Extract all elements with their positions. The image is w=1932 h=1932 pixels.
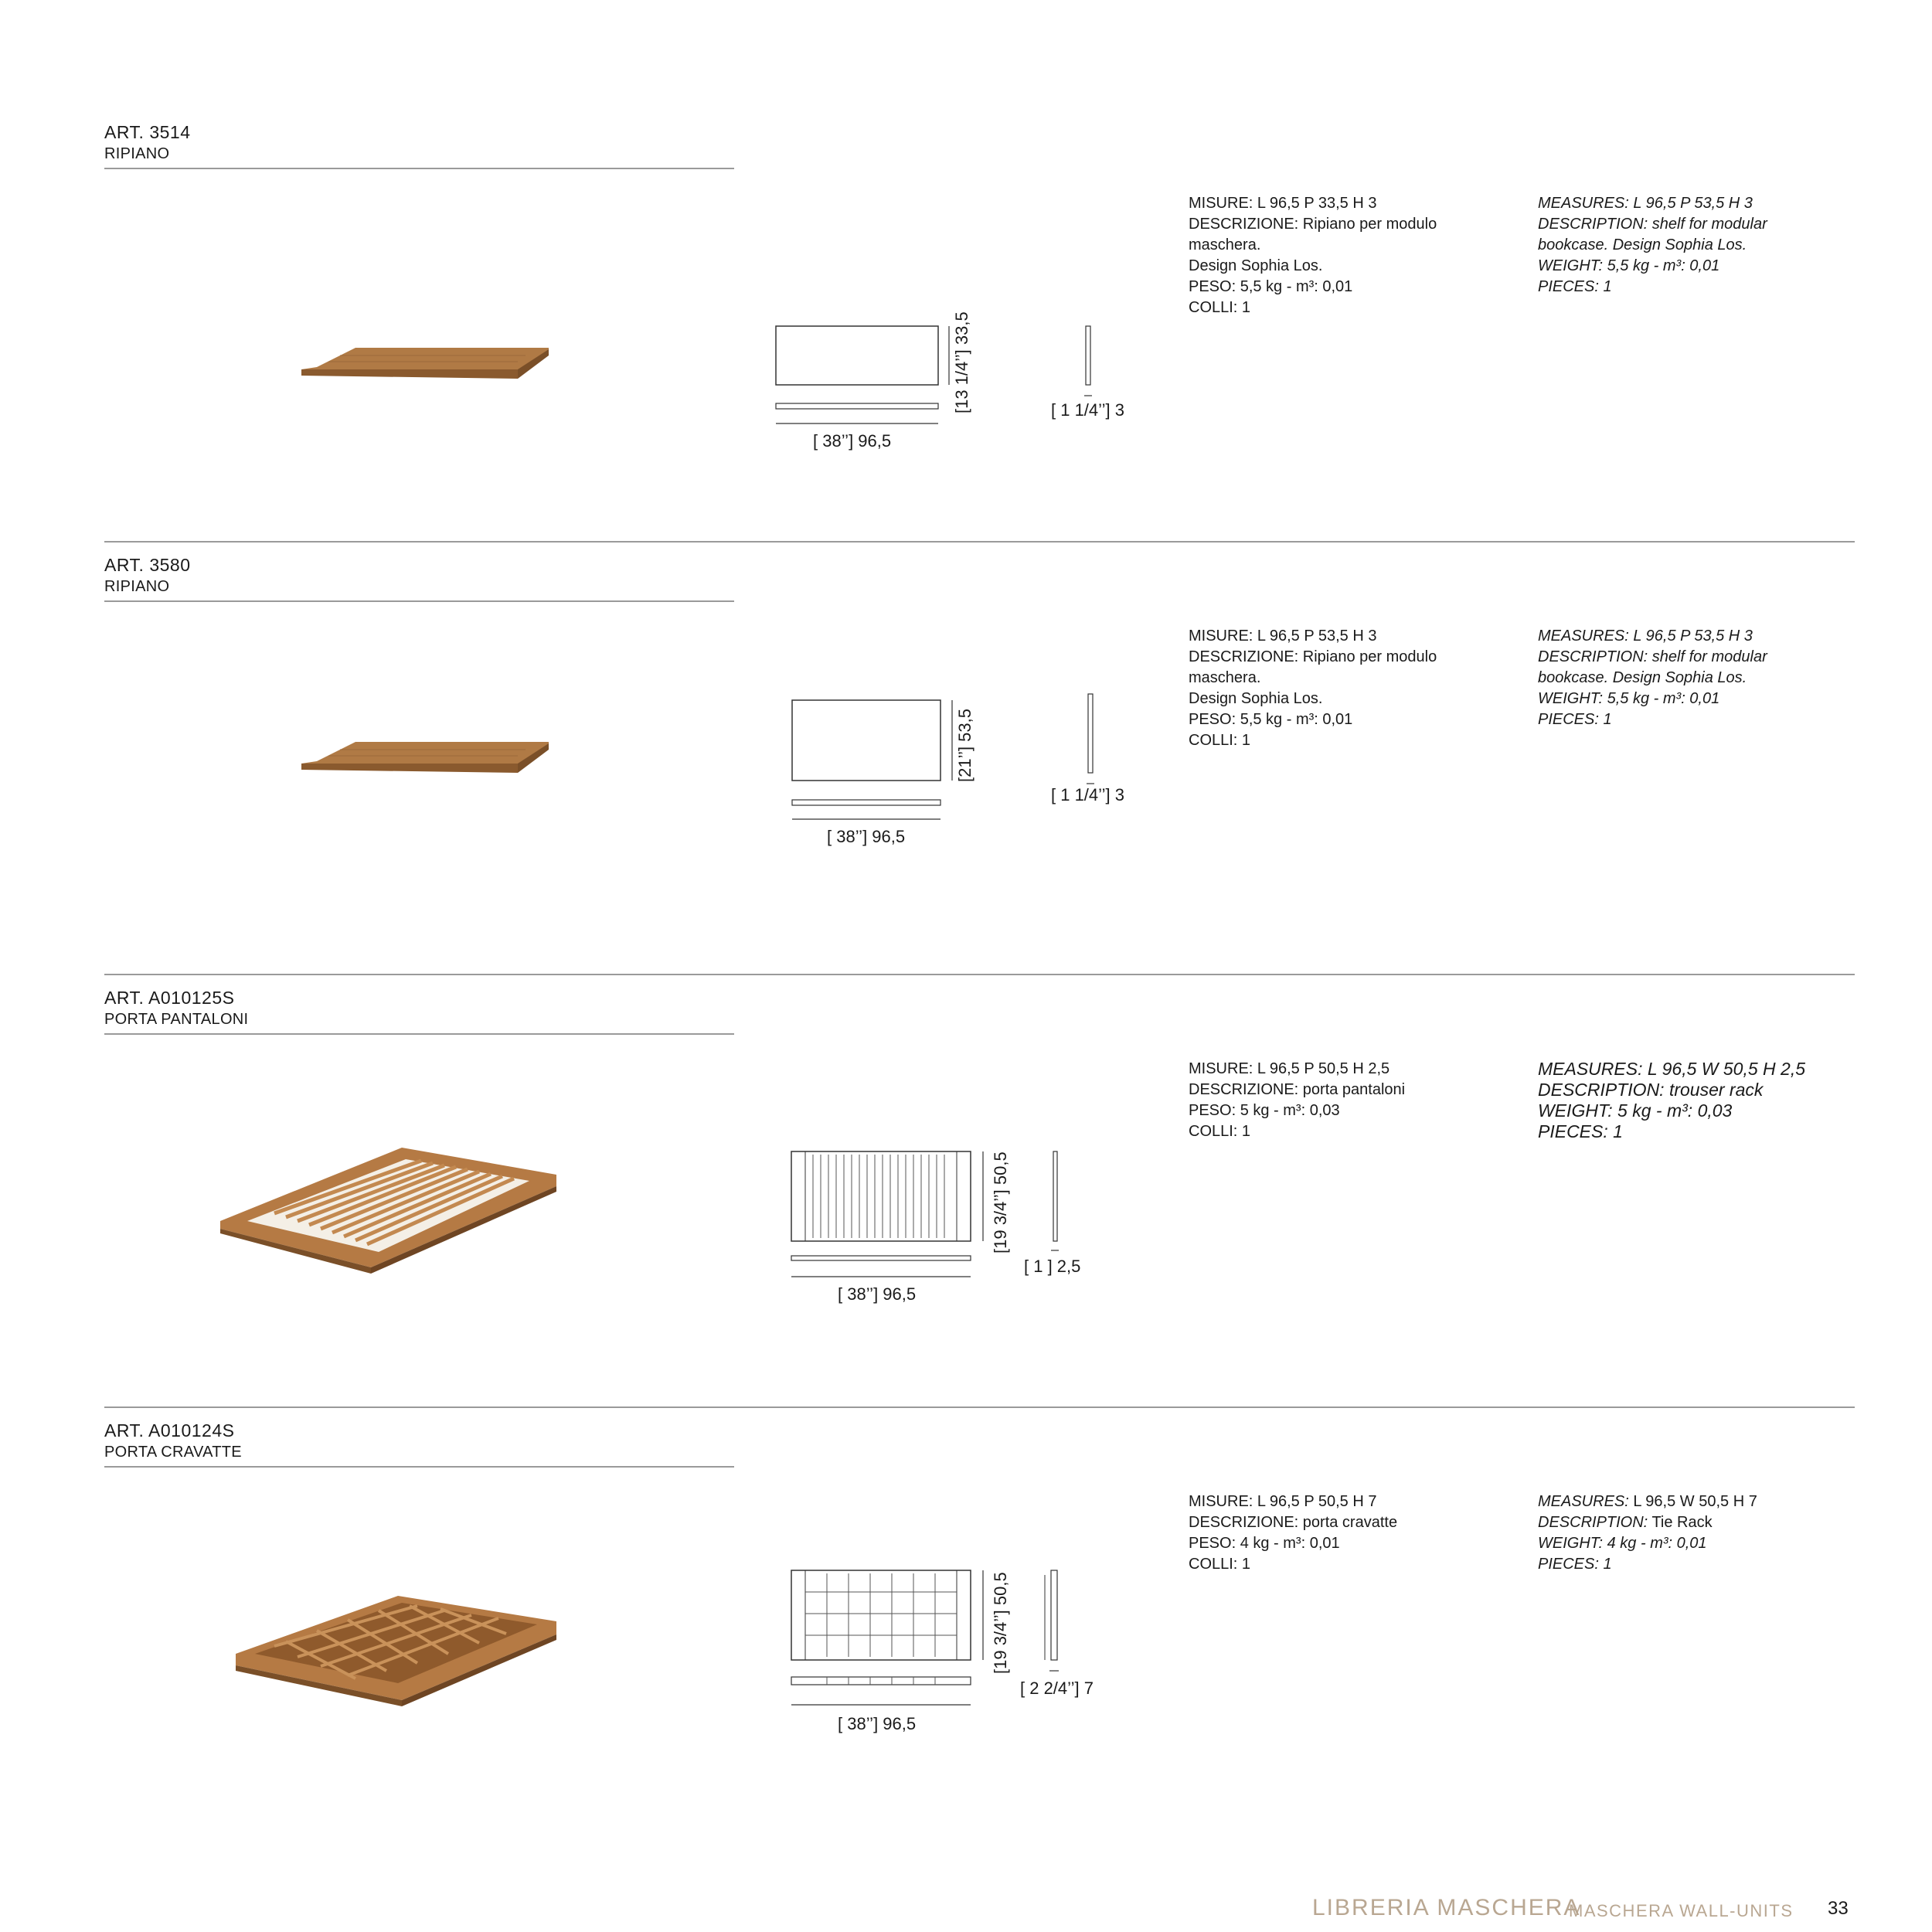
side-view [1088, 694, 1093, 773]
spec-value: Tie Rack [1648, 1514, 1713, 1531]
spec-value: L 96,5 W 50,5 H 7 [1628, 1493, 1757, 1510]
spec-line: COLLI: 1 [1189, 1123, 1251, 1140]
section-divider [104, 1406, 1855, 1408]
spec-line: maschera. [1189, 669, 1261, 686]
shelf-photo [294, 734, 556, 796]
depth-dimension: [21’’] 53,5 [955, 708, 975, 782]
spec-label: DESCRIPTION: [1538, 1514, 1648, 1531]
page-number: 33 [1828, 1898, 1849, 1919]
title-rule [104, 1466, 734, 1468]
spec-line: MEASURES: L 96,5 W 50,5 H 2,5 [1538, 1059, 1806, 1079]
spec-line: MISURE: L 96,5 P 33,5 H 3 [1189, 195, 1377, 212]
italian-specs [1189, 193, 1498, 318]
article-number: ART. A010124S [104, 1420, 235, 1440]
article-number: ART. 3514 [104, 122, 191, 142]
spec-line: MISURE: L 96,5 P 53,5 H 3 [1189, 628, 1377, 645]
product-section-3580 [0, 541, 1932, 974]
spec-line: DESCRIZIONE: porta cravatte [1189, 1514, 1398, 1531]
spec-line: DESCRIZIONE: Ripiano per modulo [1189, 216, 1437, 233]
trouser-rack-photo [216, 1144, 564, 1275]
product-section-a010125s [0, 974, 1932, 1406]
spec-line: PESO: 5,5 kg - m³: 0,01 [1189, 711, 1353, 728]
width-dimension: [ 38’’] 96,5 [813, 431, 892, 451]
depth-dimension: [19 3/4’’] 50,5 [991, 1151, 1010, 1253]
product-section-3514 [0, 108, 1932, 541]
side-view [1053, 1151, 1057, 1241]
spec-line: MEASURES: L 96,5 P 53,5 H 3 [1538, 195, 1753, 212]
spec-line: bookcase. Design Sophia Los. [1538, 236, 1747, 253]
title-rule [104, 1033, 734, 1035]
front-view [791, 1256, 971, 1260]
title-rule [104, 168, 734, 169]
height-dimension: [ 1 1/4’’] 3 [1051, 785, 1124, 804]
spec-line: PIECES: 1 [1538, 1121, 1623, 1141]
article-number: ART. 3580 [104, 555, 191, 575]
product-name: PORTA CRAVATTE [104, 1444, 242, 1461]
spec-line: MISURE: L 96,5 P 50,5 H 2,5 [1189, 1060, 1390, 1077]
english-specs [1538, 626, 1847, 730]
spec-line: DESCRIZIONE: porta pantaloni [1189, 1081, 1406, 1098]
spec-line: maschera. [1189, 236, 1261, 253]
spec-line: DESCRIPTION: trouser rack [1538, 1080, 1764, 1100]
spec-line: WEIGHT: 4 kg - m³: 0,01 [1538, 1535, 1707, 1552]
spec-line: PESO: 5 kg - m³: 0,03 [1189, 1102, 1340, 1119]
height-dimension: [ 2 2/4’’] 7 [1020, 1679, 1094, 1698]
english-specs [1538, 1492, 1847, 1575]
section-divider [104, 974, 1855, 975]
spec-line: DESCRIPTION: shelf for modular [1538, 648, 1767, 665]
spec-line: DESCRIPTION: shelf for modular [1538, 216, 1767, 233]
italian-specs [1189, 626, 1498, 751]
technical-drawing [781, 1136, 1144, 1321]
spec-label: MEASURES: [1538, 1493, 1629, 1510]
product-name: PORTA PANTALONI [104, 1011, 249, 1028]
italian-specs [1189, 1059, 1498, 1142]
spec-line [1538, 1512, 1847, 1533]
height-dimension: [ 1 1/4’’] 3 [1051, 400, 1124, 420]
spec-line: PESO: 5,5 kg - m³: 0,01 [1189, 278, 1353, 295]
title-rule [104, 600, 734, 602]
spec-line: PIECES: 1 [1538, 711, 1612, 728]
top-view [776, 326, 938, 385]
front-view [792, 800, 940, 805]
width-dimension: [ 38’’] 96,5 [838, 1714, 917, 1733]
depth-dimension: [19 3/4’’] 50,5 [991, 1572, 1010, 1674]
technical-drawing [781, 680, 1159, 866]
italian-specs [1189, 1492, 1498, 1575]
spec-line: COLLI: 1 [1189, 299, 1251, 316]
product-name: RIPIANO [104, 578, 170, 595]
spec-line: Design Sophia Los. [1189, 257, 1323, 274]
width-dimension: [ 38’’] 96,5 [827, 827, 906, 846]
depth-dimension: [13 1/4’’] 33,5 [952, 311, 971, 413]
english-specs [1538, 193, 1847, 298]
top-view [791, 1151, 971, 1241]
spec-line [1538, 1492, 1847, 1512]
spec-line: Design Sophia Los. [1189, 690, 1323, 707]
section-divider [104, 541, 1855, 543]
side-view [1051, 1570, 1057, 1660]
spec-line: PESO: 4 kg - m³: 0,01 [1189, 1535, 1340, 1552]
catalog-title: LIBRERIA MASCHERA [1312, 1895, 1581, 1920]
page-footer [0, 1895, 1932, 1926]
product-name: RIPIANO [104, 145, 170, 162]
spec-line: COLLI: 1 [1189, 732, 1251, 749]
height-dimension: [ 1 ] 2,5 [1024, 1257, 1081, 1276]
tie-rack-photo [232, 1592, 564, 1708]
technical-drawing [781, 1561, 1144, 1762]
spec-line: MEASURES: L 96,5 P 53,5 H 3 [1538, 628, 1753, 645]
technical-drawing [765, 294, 1159, 464]
spec-line: WEIGHT: 5,5 kg - m³: 0,01 [1538, 690, 1720, 707]
spec-line: PIECES: 1 [1538, 1556, 1612, 1573]
product-section-a010124s [0, 1406, 1932, 1839]
front-view [776, 403, 938, 409]
top-view [792, 700, 940, 781]
spec-line: MISURE: L 96,5 P 50,5 H 7 [1189, 1493, 1377, 1510]
english-specs [1538, 1059, 1847, 1142]
spec-line: PIECES: 1 [1538, 278, 1612, 295]
spec-line: bookcase. Design Sophia Los. [1538, 669, 1747, 686]
catalog-subtitle: MASCHERA WALL-UNITS [1569, 1901, 1794, 1920]
article-number: ART. A010125S [104, 988, 235, 1008]
spec-line: COLLI: 1 [1189, 1556, 1251, 1573]
front-view [791, 1677, 971, 1685]
shelf-photo [294, 340, 556, 402]
side-view [1086, 326, 1090, 385]
spec-line: WEIGHT: 5 kg - m³: 0,03 [1538, 1100, 1733, 1121]
top-view [791, 1570, 971, 1660]
spec-line: WEIGHT: 5,5 kg - m³: 0,01 [1538, 257, 1720, 274]
spec-line: DESCRIZIONE: Ripiano per modulo [1189, 648, 1437, 665]
width-dimension: [ 38’’] 96,5 [838, 1284, 917, 1304]
